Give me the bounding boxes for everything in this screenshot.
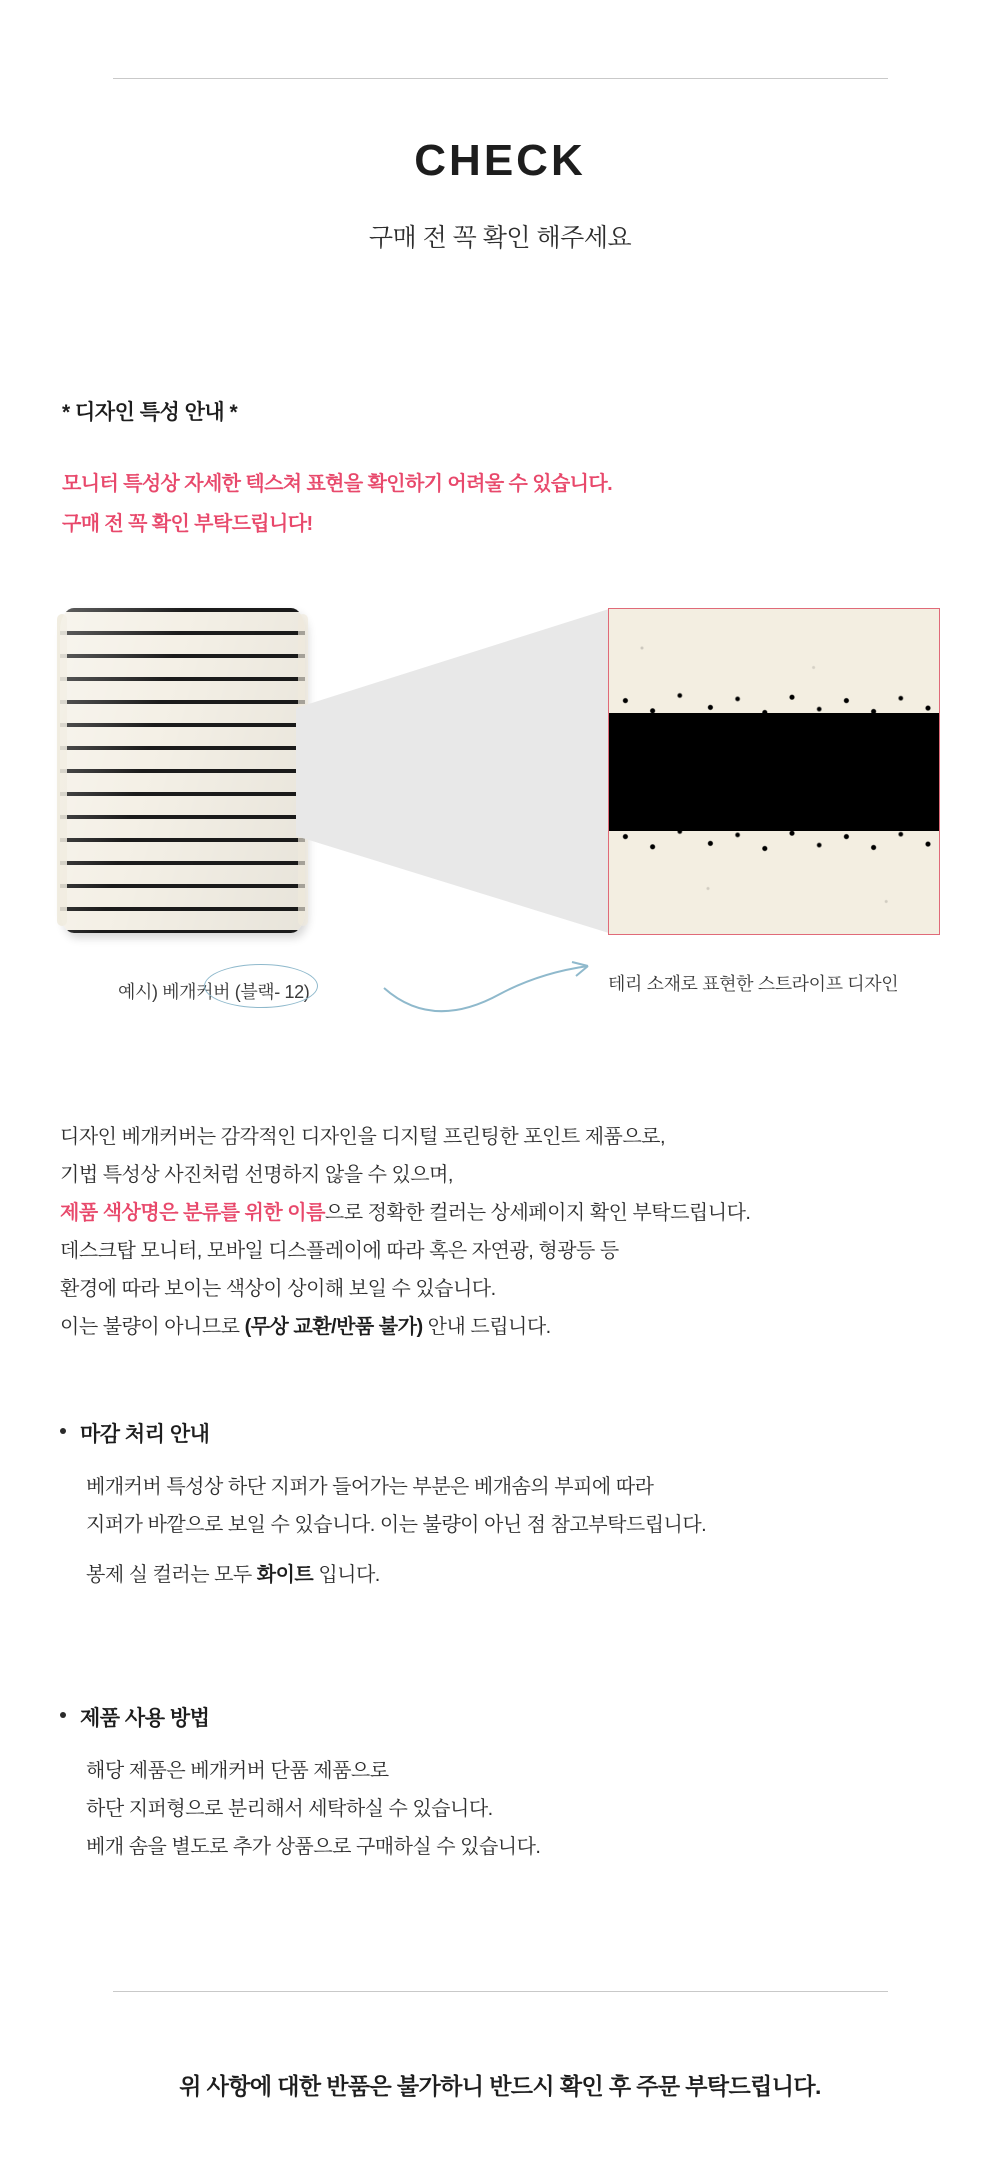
section-1-line-3 [86,1556,938,1594]
section-2-line-3: 베개 솜을 별도로 추가 상품으로 구매하실 수 있습니다. [86,1836,541,1858]
section-1-spacer [86,1544,938,1556]
description-paragraph [60,1118,940,1346]
section-1-body [58,1468,938,1594]
description-line-4: 데스크탑 모니터, 모바일 디스플레이에 따라 혹은 자연광, 형광등 등 [60,1240,619,1262]
description-line-3 [60,1194,940,1232]
description-line-2: 기법 특성상 사진처럼 선명하지 않을 수 있으며, [60,1164,453,1186]
description-line-5: 환경에 따라 보이는 색상이 상이해 보일 수 있습니다. [60,1278,496,1300]
texture-zoom-image [608,608,940,935]
top-divider [113,78,888,79]
page-title: CHECK [414,136,586,185]
section-1-heading-text: 마감 처리 안내 [80,1423,210,1446]
bullet-icon [60,1712,66,1718]
design-warning-line-2: 구매 전 꼭 확인 부탁드립니다! [62,513,313,535]
section-1-line-3-post: 입니다. [313,1564,380,1586]
section-1-line-2: 지퍼가 바깥으로 보일 수 있습니다. 이는 불량이 아닌 점 참고부탁드립니다. [86,1514,707,1536]
section-1-heading [58,1418,938,1448]
figure-caption-right: 테리 소재로 표현한 스트라이프 디자인 [608,974,899,994]
description-line-6 [60,1308,940,1346]
section-2-heading-text: 제품 사용 방법 [80,1707,210,1730]
section-1-line-3-bold: 화이트 [256,1564,314,1586]
figure-caption-left: 예시) 베개커버 (블랙- 12) [118,982,310,1002]
zoom-cone-graphic [296,608,612,934]
description-line-3-rest: 으로 정확한 컬러는 상세페이지 확인 부탁드립니다. [324,1202,751,1224]
description-line-3-accent: 제품 색상명은 분류를 위한 이름 [60,1202,325,1224]
bullet-icon [60,1428,66,1434]
section-finishing-info [58,1418,938,1594]
section-2-heading [58,1702,938,1732]
pillow-product-image [60,608,305,933]
footer-note: 위 사항에 대한 반품은 불가하니 반드시 확인 후 주문 부탁드립니다. [179,2073,821,2099]
section-2-line-2: 하단 지퍼형으로 분리해서 세탁하실 수 있습니다. [86,1798,493,1820]
design-notice-heading: * 디자인 특성 안내 * [62,401,238,424]
section-2-body [58,1752,938,1866]
section-2-line-1: 해당 제품은 베개커버 단품 제품으로 [86,1760,389,1782]
section-usage-info [58,1702,938,1866]
description-line-6-pre: 이는 불량이 아니므로 [60,1316,245,1338]
striped-pillow-graphic [60,608,305,933]
section-1-line-1: 베개커버 특성상 하단 지퍼가 들어가는 부분은 베개솜의 부피에 따라 [86,1476,654,1498]
design-warning-line-1: 모니터 특성상 자세한 텍스쳐 표현을 확인하기 어려울 수 있습니다. [62,473,613,495]
caption-highlight-circle [204,964,318,1008]
pillow-highlight [60,608,305,933]
page-subtitle: 구매 전 꼭 확인 해주세요 [368,224,632,252]
black-stripe [608,713,940,831]
description-line-1: 디자인 베개커버는 감각적인 디자인을 디지털 프린팅한 포인트 제품으로, [60,1126,666,1148]
bottom-divider [113,1991,888,1992]
description-line-6-post: 안내 드립니다. [422,1316,551,1338]
caption-arrow-icon [380,950,600,1020]
stripe-edge-bottom [608,823,940,857]
description-line-6-bold: (무상 교환/반품 불가) [244,1316,423,1338]
section-1-line-3-pre: 봉제 실 컬러는 모두 [86,1564,257,1586]
